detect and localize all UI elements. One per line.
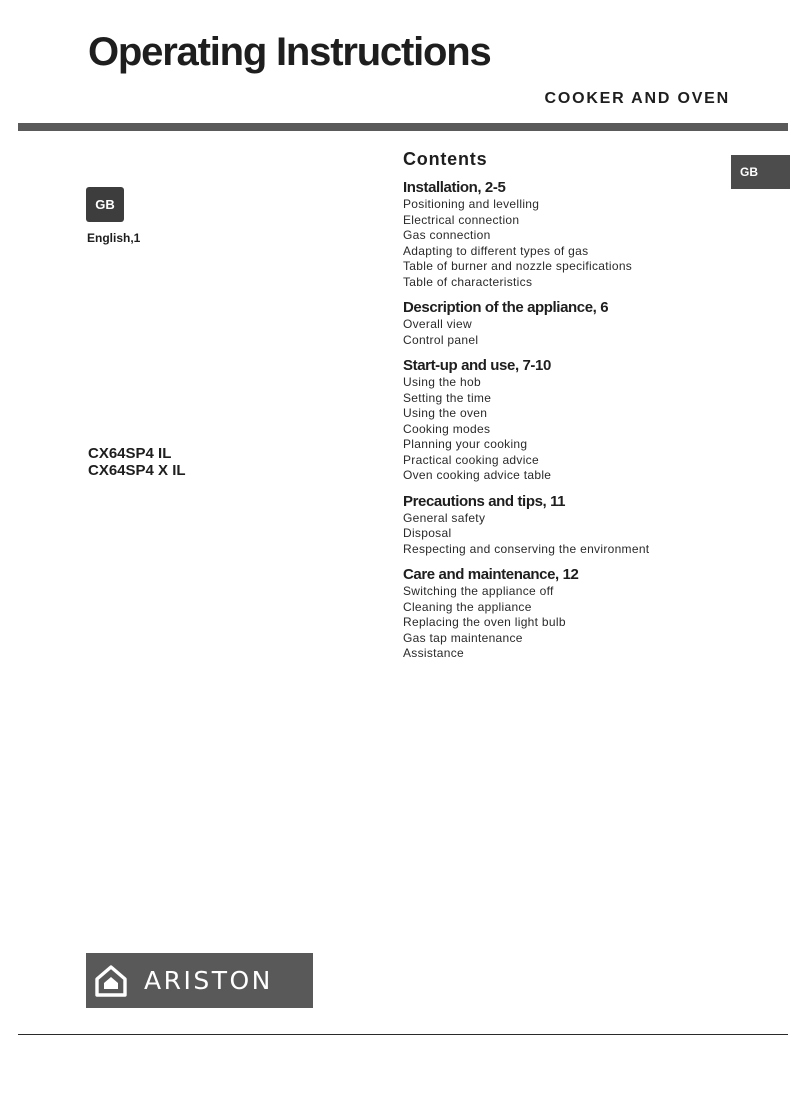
- toc-item: Cleaning the appliance: [403, 599, 532, 614]
- document-subtitle: COOKER AND OVEN: [544, 90, 730, 107]
- table-of-contents: [403, 148, 723, 671]
- toc-section-title: Installation, 2-5: [403, 179, 506, 196]
- toc-section-title: Description of the appliance, 6: [403, 299, 609, 316]
- model-list: [88, 445, 186, 479]
- footer-divider: [18, 1034, 788, 1035]
- toc-section-installation: [403, 179, 723, 290]
- toc-item: Planning your cooking: [403, 437, 528, 451]
- toc-item: Using the hob: [403, 375, 481, 389]
- toc-item: Setting the time: [403, 390, 492, 405]
- toc-item: Oven cooking advice table: [403, 468, 552, 482]
- language-side-tab: GB: [731, 155, 790, 189]
- toc-item: Practical cooking advice: [403, 452, 539, 467]
- model-number: CX64SP4 X IL: [88, 462, 186, 479]
- ariston-logo: [86, 953, 313, 1008]
- toc-section-title: Precautions and tips, 11: [403, 492, 566, 510]
- toc-item: Gas connection: [403, 228, 491, 242]
- toc-section-title: Start-up and use, 7-10: [403, 357, 551, 374]
- contents-heading: Contents: [403, 149, 488, 169]
- language-label: English,1: [87, 231, 141, 245]
- toc-item: Table of characteristics: [403, 274, 533, 289]
- document-title: Operating Instructions: [88, 30, 491, 74]
- toc-item: Overall view: [403, 317, 472, 331]
- toc-item: Adapting to different types of gas: [403, 243, 589, 258]
- toc-item: Assistance: [403, 646, 465, 660]
- language-badge: GB: [86, 187, 124, 222]
- toc-item: Respecting and conserving the environment: [403, 541, 650, 556]
- toc-item: Control panel: [403, 332, 479, 347]
- toc-item: Switching the appliance off: [403, 584, 554, 598]
- brand-name: ARISTON: [144, 966, 273, 995]
- toc-item: Positioning and levelling: [403, 197, 540, 211]
- toc-section-title: Care and maintenance, 12: [403, 566, 579, 583]
- toc-section-care: [403, 566, 723, 662]
- toc-item: Table of burner and nozzle specifications: [403, 259, 633, 273]
- toc-item: Disposal: [403, 526, 452, 540]
- toc-section-start-up: [403, 357, 723, 484]
- toc-item: Replacing the oven light bulb: [403, 615, 566, 629]
- toc-item: General safety: [403, 510, 486, 525]
- header-divider: [18, 123, 788, 131]
- toc-section-precautions: [403, 493, 723, 558]
- toc-section-description: [403, 299, 723, 348]
- toc-item: Electrical connection: [403, 212, 520, 227]
- toc-item: Cooking modes: [403, 421, 491, 436]
- toc-item: Gas tap maintenance: [403, 630, 523, 645]
- model-number: CX64SP4 IL: [88, 445, 172, 462]
- toc-item: Using the oven: [403, 406, 488, 420]
- house-logo-icon: [94, 964, 128, 998]
